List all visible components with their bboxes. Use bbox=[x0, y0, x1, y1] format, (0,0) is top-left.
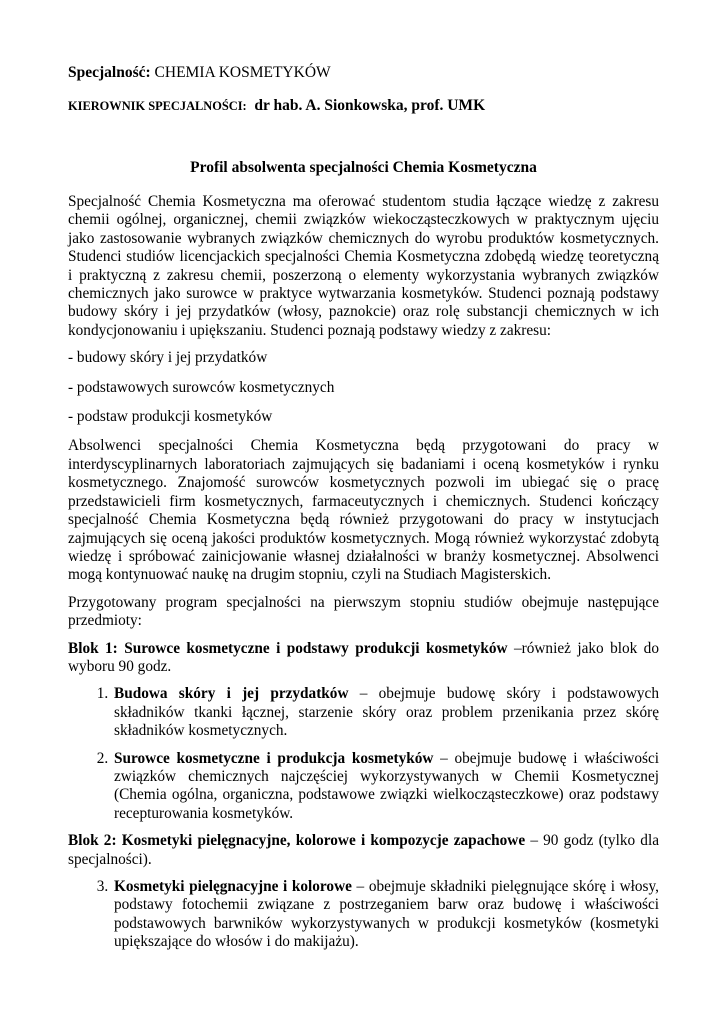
graduates-paragraph: Absolwenci specjalności Chemia Kosmetyczna będą przygotowani do pracy w interdyscyplinarnych laboratoriach zajmujących się badaniami i oceną kosmetyków i rynku kosmetycznego. Znajomość surowców kosmetycznych pozwoli im ubiegać się o pracę przedstawicieli firm kosmetycznych, farmaceutycznych i chemicznych. Studenci kończący specjalność Chemia Kosmetyczna będą również przygotowani do pracy w instytucjach zajmujących się oceną jakości produktów kosmetycznych. Mogą również wykorzystać zdobytą wiedzę i spróbować zainicjowanie własnej działalności w branży kosmetycznej. Absolwenci mogą kontynuować naukę na drugim stopniu, czyli na Studiach Magisterskich. bbox=[68, 437, 659, 584]
head-value: dr hab. A. Sionkowska, prof. UMK bbox=[254, 97, 486, 114]
list-item-text: – obejmuje budowę skóry i podstawowych składników tkanki łącznej, starzenie skóry oraz problem przenikania przez skórę składników kosmetycznych. bbox=[114, 685, 659, 740]
block-2-heading bbox=[68, 832, 659, 869]
bullet-item: - podstaw produkcji kosmetyków bbox=[68, 408, 273, 426]
specialization-label: Specjalność: bbox=[68, 64, 155, 81]
list-item bbox=[112, 685, 659, 740]
block-1-note: –również jako blok do wyboru 90 godz. bbox=[68, 639, 659, 675]
list-item-text: – obejmuje budowę i właściwości związków chemicznych najczęściej wykorzystywanych w Chemii Kosmetycznej (Chemia ogólna, organiczna, podstawowe związki wielkocząsteczkowe) oraz podstawy recepturowania kosmetyków. bbox=[114, 749, 660, 822]
block-1-title: Blok 1: Surowce kosmetyczne i podstawy produkcji kosmetyków bbox=[68, 639, 508, 657]
block-2-list bbox=[68, 878, 659, 952]
list-item-title: Budowa skóry i jej przydatków bbox=[114, 685, 349, 703]
list-item bbox=[112, 878, 659, 952]
bullet-item: - budowy skóry i jej przydatków bbox=[68, 349, 268, 367]
profile-title: Profil absolwenta specjalności Chemia Kosmetyczna bbox=[190, 159, 537, 176]
specialization-heading bbox=[68, 64, 659, 82]
list-item-title: Kosmetyki pielęgnacyjne i kolorowe bbox=[114, 878, 352, 895]
list-item-text: – obejmuje składniki pielęgnujące skórę i włosy, podstawy fotochemii związane z postrzeganiem barw oraz budowę i właściwości podstawowych barwników wykorzystywanych w produkcji kosmetyków (kosmetyki upiększające do włosów i do makijażu). bbox=[114, 878, 659, 951]
block-1-heading bbox=[68, 640, 659, 677]
intro-paragraph: Specjalność Chemia Kosmetyczna ma oferować studentom studia łączące wiedzę z zakresu chemii ogólnej, organicznej, chemii związków wiekocząsteczkowych w praktycznym ujęciu jako zastosowanie wybranych związków chemicznych do wyrobu produktów kosmetycznych. Studenci studiów licencjackich specjalności Chemia Kosmetyczna zdobędą wiedzę teoretyczną i praktyczną z zakresu chemii, poszerzoną o elementy wykorzystania wybranych związków chemicznych jako surowce w praktyce wytwarzania kosmetyków. Studenci poznają podstawy budowy skóry i jej przydatków (włosy, paznokcie) oraz rolę substancji chemicznych w ich kondycjonowaniu i upiększaniu. Studenci poznają podstawy wiedzy z zakresu: bbox=[68, 193, 659, 339]
block-2-note: – 90 godz (tylko dla specjalności). bbox=[68, 832, 659, 868]
block-1-list bbox=[68, 685, 659, 823]
list-item-title: Surowce kosmetyczne i produkcja kosmetyków bbox=[114, 749, 434, 767]
specialization-value: CHEMIA KOSMETYKÓW bbox=[154, 64, 331, 81]
block-2-title: Blok 2: Kosmetyki pielęgnacyjne, kolorowe i kompozycje zapachowe bbox=[68, 832, 526, 850]
list-item bbox=[112, 750, 659, 824]
program-paragraph: Przygotowany program specjalności na pierwszym stopniu studiów obejmuje następujące przedmioty: bbox=[68, 593, 659, 630]
head-label: KIEROWNIK SPECJALNOŚCI: bbox=[68, 99, 247, 113]
head-of-specialization bbox=[68, 97, 659, 115]
bullet-item: - podstawowych surowców kosmetycznych bbox=[68, 378, 335, 396]
